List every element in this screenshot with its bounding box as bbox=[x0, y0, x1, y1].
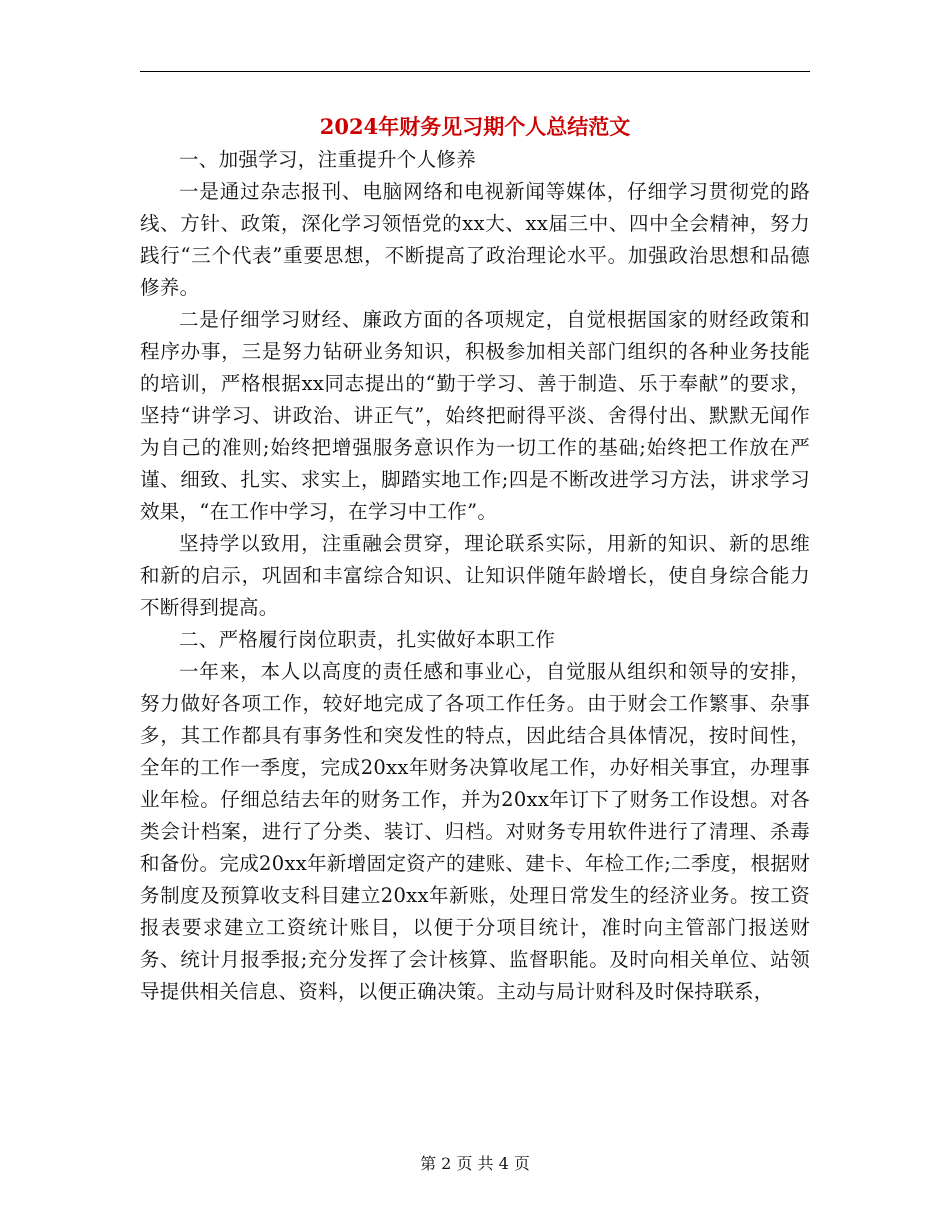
paragraph: 一年来，本人以高度的责任感和事业心，自觉服从组织和领导的安排，努力做好各项工作，较好地完成了各项工作任务。由于财会工作繁事、杂事多，其工作都具有事务性和突发性的特点，因此结合具体情况，按时间性，全年的工作一季度，完成20xx年财务决算收尾工作，办好相关事宜，办理事业年检。仔细总结去年的财务工作，并为20xx年订下了财务工作设想。对各类会计档案，进行了分类、装订、归档。对财务专用软件进行了清理、杀毒和备份。完成20xx年新增固定资产的建账、建卡、年检工作;二季度，根据财务制度及预算收支科目建立20xx年新账，处理日常发生的经济业务。按工资报表要求建立工资统计账目，以便于分项目统计，准时向主管部门报送财务、统计月报季报;充分发挥了会计核算、监督职能。及时向相关单位、站领导提供相关信息、资料，以便正确决策。主动与局计财科及时保持联系， bbox=[140, 660, 810, 1003]
document-title: 2024年财务见习期个人总结范文 bbox=[319, 114, 631, 139]
paragraph: 坚持学以致用，注重融会贯穿，理论联系实际，用新的知识、新的思维和新的启示，巩固和丰富综合知识、让知识伴随年龄增长，使自身综合能力不断得到提高。 bbox=[140, 532, 810, 619]
section-heading-2: 二、严格履行岗位职责，扎实做好本职工作 bbox=[179, 628, 556, 651]
header-rule bbox=[140, 71, 810, 72]
page-number-footer: 第 2 页 共 4 页 bbox=[420, 1154, 530, 1173]
paragraph: 一是通过杂志报刊、电脑网络和电视新闻等媒体，仔细学习贯彻党的路线、方针、政策，深化学习领悟党的xx大、xx届三中、四中全会精神，努力践行“三个代表”重要思想，不断提高了政治理论水平。加强政治思想和品德修养。 bbox=[140, 180, 810, 299]
document-body bbox=[140, 144, 810, 1008]
paragraph: 二是仔细学习财经、廉政方面的各项规定，自觉根据国家的财经政策和程序办事，三是努力钻研业务知识，积极参加相关部门组织的各种业务技能的培训，严格根据xx同志提出的“勤于学习、善于制造、乐于奉献”的要求，坚持“讲学习、讲政治、讲正气”，始终把耐得平淡、舍得付出、默默无闻作为自己的准则;始终把增强服务意识作为一切工作的基础;始终把工作放在严谨、细致、扎实、求实上，脚踏实地工作;四是不断改进学习方法，讲求学习效果，“在工作中学习，在学习中工作”。 bbox=[140, 308, 810, 523]
section-heading-1: 一、加强学习，注重提升个人修养 bbox=[179, 148, 477, 171]
